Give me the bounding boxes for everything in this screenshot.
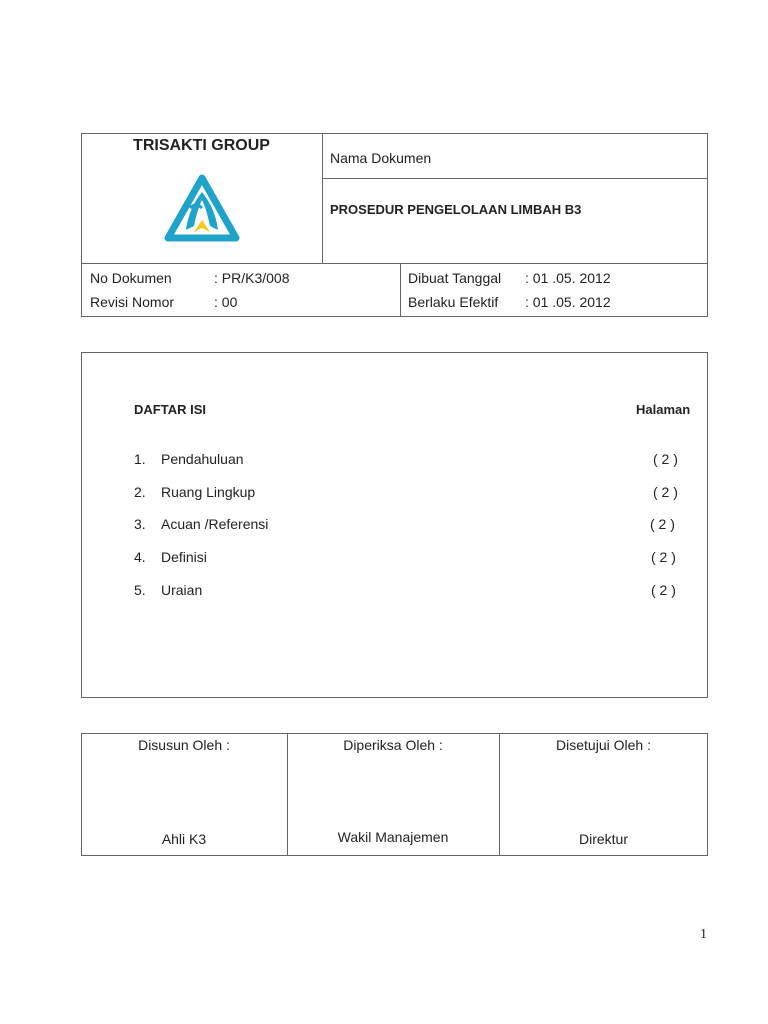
toc-item-2-label: Ruang Lingkup	[161, 484, 256, 500]
dibuat-value: : 01 .05. 2012	[525, 270, 611, 286]
header-divider-info	[81, 263, 708, 264]
approval-heading-disusun: Disusun Oleh :	[138, 737, 230, 753]
toc-mark	[100, 352, 128, 353]
revisi-label: Revisi Nomor	[90, 294, 175, 310]
header-divider-title	[322, 178, 708, 179]
toc-item-3-page: ( 2 )	[650, 516, 675, 532]
toc-item-1-label: Pendahuluan	[161, 451, 244, 467]
toc-item-3-label: Acuan /Referensi	[161, 516, 269, 532]
doc-name-label: Nama Dokumen	[330, 150, 432, 166]
no-dokumen-label: No Dokumen	[90, 270, 172, 286]
toc-item-4-label: Definisi	[161, 549, 207, 565]
toc-item-2-num: 2.	[134, 484, 146, 500]
company-name: TRISAKTI GROUP	[133, 137, 270, 154]
toc-item-2-page: ( 2 )	[653, 484, 678, 500]
info-divider-vertical	[400, 263, 401, 317]
toc-item-5-num: 5.	[134, 582, 146, 598]
no-dokumen-value: : PR/K3/008	[214, 270, 290, 286]
toc-item-5-label: Uraian	[161, 582, 203, 598]
revisi-value: : 00	[214, 294, 238, 310]
approval-heading-disetujui: Disetujui Oleh :	[556, 737, 651, 753]
toc-item-5-page: ( 2 )	[651, 582, 676, 598]
page-number: 1	[700, 927, 707, 942]
approval-heading-diperiksa: Diperiksa Oleh :	[343, 737, 443, 753]
berlaku-label: Berlaku Efektif	[408, 294, 499, 310]
approval-role-direktur: Direktur	[578, 831, 628, 847]
toc-page-header: Halaman	[636, 402, 691, 417]
toc-item-1-num: 1.	[134, 451, 146, 467]
toc-item-1-page: ( 2 )	[653, 451, 678, 467]
doc-title: PROSEDUR PENGELOLAAN LIMBAH B3	[330, 202, 582, 217]
toc-item-4-num: 4.	[134, 549, 146, 565]
toc-item-4-page: ( 2 )	[651, 549, 676, 565]
toc-title: DAFTAR ISI	[134, 402, 206, 417]
company-logo	[164, 174, 240, 246]
toc-item-3-num: 3.	[134, 516, 146, 532]
dibuat-label: Dibuat Tanggal	[408, 270, 502, 286]
header-divider-vertical	[322, 133, 323, 264]
berlaku-value: : 01 .05. 2012	[525, 294, 611, 310]
approval-role-wakil-manajemen: Wakil Manajemen	[337, 829, 449, 845]
approval-role-ahli-k3: Ahli K3	[161, 831, 207, 847]
